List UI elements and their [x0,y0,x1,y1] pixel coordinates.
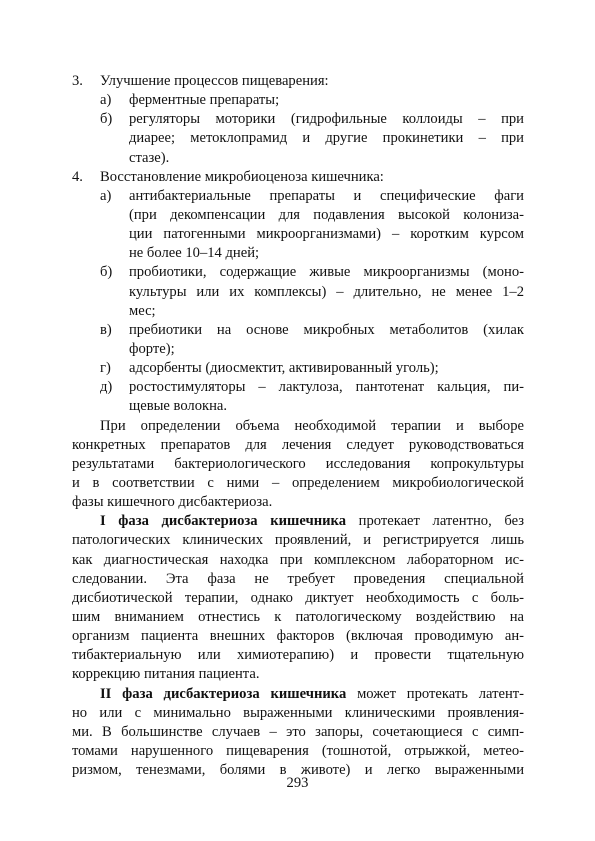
list-number: 3. [72,73,83,89]
page-body [72,72,524,780]
paragraph-line [72,512,524,531]
paragraph-line: ми. В большинстве случаев – это запоры, сочетающиеся с симп- [72,723,524,740]
sub-item-4d [72,359,524,378]
paragraph-text [100,512,524,531]
paragraph-text: может протекать латент- [346,685,524,702]
list-number: 4. [72,168,83,185]
sub-item-4a-line [72,206,524,225]
sub-item-text: антибактериальные препараты и специфические фаги [129,187,524,204]
paragraph-line: тибактериальную или химиотерапию) и провести тщательную [72,647,524,664]
paragraph-text: протекает латентно, без [346,513,524,530]
sub-item-4c-line [72,340,524,359]
list-item-3 [72,72,524,91]
sub-item-letter: г) [100,360,111,377]
paragraph-text: При определении объема необходимой терапии и выборе [100,417,524,434]
sub-item-letter: а) [100,187,112,204]
sub-item-text: диарее; метоклопрамид и другие прокинетики – при [129,130,524,147]
sub-item-3b-line [72,149,524,168]
list-item-title: Восстановление микробиоценоза кишечника: [100,168,384,185]
sub-item-4a [72,187,524,206]
sub-item-4e-line [72,397,524,416]
sub-item-letter: в) [100,321,112,338]
paragraph-line: патологических клинических проявлений, и регистрируется лишь [72,532,524,549]
paragraph-line: коррекцию питания пациента. [72,666,260,683]
sub-item-4b-line [72,302,524,321]
paragraph-line: но или с минимально выраженными клиническими проявления- [72,704,524,721]
sub-item-text: пребиотики на основе микробных метаболитов (хилак [129,321,524,338]
list-item-title: Улучшение процессов пищеварения: [100,73,329,89]
sub-item-text: ции патогенными микроорганизмами) – коротким курсом [129,226,524,243]
sub-item-letter: б) [100,264,113,281]
paragraph-line [72,685,524,704]
sub-item-text: форте); [129,340,175,357]
sub-item-3a [72,91,524,110]
paragraph-line: ризмом, тенезмами, болями в животе) и легко выраженными [72,762,524,779]
paragraph-line: и в соответствии с ними – определением микробиологической [72,474,524,491]
sub-item-text: не более 10–14 дней; [129,245,260,262]
sub-item-text: мес; [129,302,156,319]
sub-item-text: культуры или их комплексы) – длительно, не менее 1–2 [129,283,524,300]
paragraph-line: результатами бактериологического исследования копрокультуры [72,455,524,472]
sub-item-3b [72,110,524,129]
sub-item-letter: б) [100,111,113,128]
sub-item-3b-line [72,129,524,148]
paragraph-line: дисбиотической терапии, однако диктует необходимость с боль- [72,589,524,606]
list-item-4 [72,168,524,187]
sub-item-text: регуляторы моторики (гидрофильные коллоиды – при [129,111,524,128]
sub-item-text: (при декомпенсации для подавления высокой колониза- [129,206,524,223]
sub-item-text: стазе). [129,149,170,166]
sub-item-letter: а) [100,92,112,109]
paragraph-line [72,417,524,436]
sub-item-text: щевые волокна. [129,398,228,415]
paragraph-line: томами нарушенного пищеварения (тошнотой, отрыжкой, метео- [72,742,524,759]
sub-item-text: ферментные препараты; [129,92,280,109]
page-number: 293 [286,775,309,791]
paragraph-line: следовании. Эта фаза не требует проведения специальной [72,570,524,587]
paragraph-line: фазы кишечного дисбактериоза. [72,494,273,511]
paragraph-text [100,685,524,704]
sub-item-4a-line [72,225,524,244]
sub-item-text: ростостимуляторы – лактулоза, пантотенат кальция, пи- [129,379,524,396]
sub-item-text: адсорбенты (диосмектит, активированный уголь); [129,360,439,377]
sub-item-4b-line [72,283,524,302]
paragraph-line: конкретных препаратов для лечения следует руководствоваться [72,436,524,453]
sub-item-letter: д) [100,379,113,396]
paragraph-line: как диагностическая находка при комплексном лабораторном ис- [72,551,524,568]
sub-item-4e [72,378,524,397]
paragraph-line: организм пациента внешних факторов (включая проводимую ан- [72,628,524,645]
sub-item-4b [72,263,524,282]
bold-heading: I фаза дисбактериоза кишечника [100,513,346,530]
sub-item-text: пробиотики, содержащие живые микроорганизмы (моно- [129,264,524,281]
sub-item-4a-line [72,244,524,263]
paragraph-line: шим вниманием отнестись к патологическому воздействию на [72,608,524,625]
bold-heading: II фаза дисбактериоза кишечника [100,685,347,702]
sub-item-4c [72,321,524,340]
